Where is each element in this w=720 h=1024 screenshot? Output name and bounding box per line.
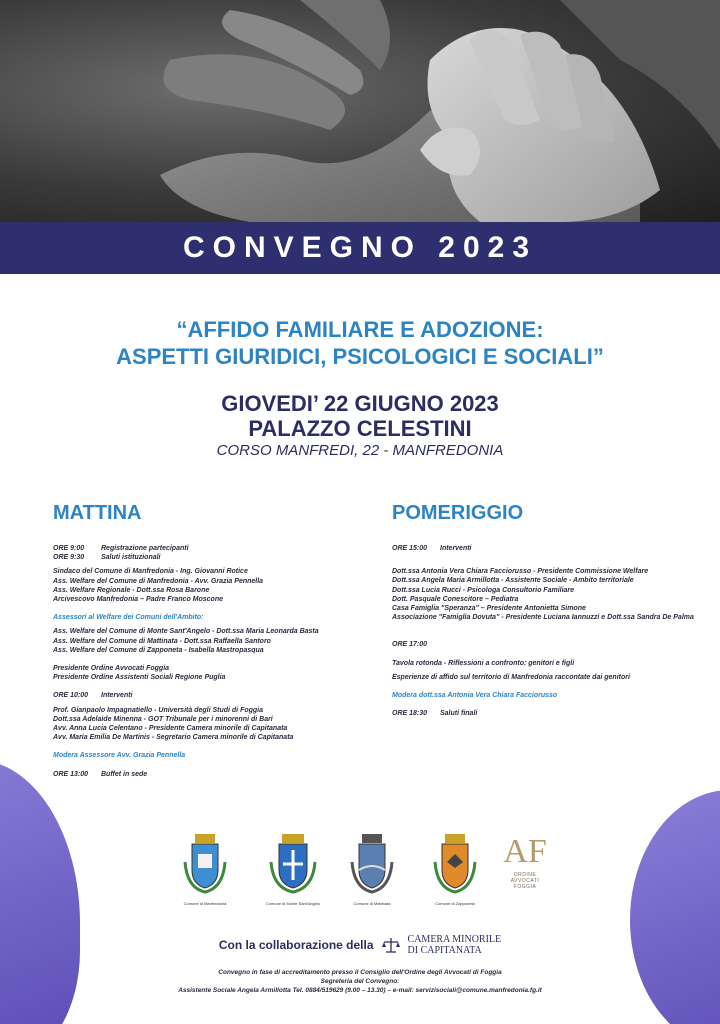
speaker-line: Associazione "Famiglia Dovuta" - Presidente Luciana Iannuzzi e Dott.ssa Sandra De Palma <box>392 614 694 622</box>
footer-secretary-label: Segreteria del Convegno: <box>320 978 400 985</box>
speaker-line: Presidente Ordine Assistenti Sociali Regione Puglia <box>53 674 226 682</box>
speaker-line: Ass. Welfare del Comune di Monte Sant'Angelo - Dott.ssa Maria Leonarda Basta <box>53 628 319 636</box>
collaboration-line <box>0 934 720 956</box>
speaker-line: Ass. Welfare Regionale - Dott.ssa Rosa Barone <box>53 586 210 594</box>
logo-zapponeta <box>425 832 485 906</box>
event-title-line2: ASPETTI GIURIDICI, PSICOLOGICI E SOCIALI” <box>116 344 604 369</box>
subheading-assessori: Assessori al Welfare dei Comuni dell'Ambito: <box>53 614 204 622</box>
speaker-line: Ass. Welfare del Comune di Mattinata - Dott.ssa Raffaella Santoro <box>53 637 271 645</box>
time-label: ORE 15:00 <box>392 545 428 552</box>
speaker-line: Arcivescovo Manfredonia – Padre Franco Moscone <box>53 596 223 604</box>
schedule-text: Registrazione partecipanti <box>101 545 189 552</box>
camera-line2: DI CAPITANATA <box>407 945 482 956</box>
coat-of-arms-icon <box>432 832 478 894</box>
schedule-text: Esperienze di affido sul territorio di Manfredonia raccontate dai genitori <box>392 673 630 681</box>
time-label: ORE 9:30 <box>53 554 85 562</box>
logo-caption: AVVOCATI <box>510 878 540 884</box>
time-label: ORE 17:00 <box>392 641 428 649</box>
collab-text: Con la collaborazione della <box>218 938 374 952</box>
hands-photo <box>0 0 720 222</box>
heading-mattina: MATTINA <box>53 502 142 524</box>
event-title-line1: “AFFIDO FAMILIARE E ADOZIONE: <box>176 317 544 342</box>
speaker-line: Dott.ssa Lucia Rucci - Psicologa Consultorio Familiare <box>392 586 575 594</box>
logo-caption: Comune di Zapponeta <box>435 901 475 906</box>
event-address: CORSO MANFREDI, 22 - MANFREDONIA <box>216 442 504 459</box>
speaker-line: Dott.ssa Angela Maria Armillotta - Assistente Sociale - Ambito territoriale <box>392 577 634 585</box>
speaker-line: Prof. Gianpaolo Impagnatiello - Università degli Studi di Foggia <box>53 706 264 714</box>
camera-minorile-logo <box>408 934 502 956</box>
logo-monte-sant-angelo <box>258 832 328 906</box>
speaker-line: Sindaco del Comune di Manfredonia - Ing. Giovanni Rotice <box>53 568 248 576</box>
coat-of-arms-icon <box>349 832 395 894</box>
speaker-line: Avv. Maria Emilia De Martinis - Segretario Camera minorile di Capitanata <box>53 734 294 742</box>
speaker-line: Ass. Welfare del Comune di Zapponeta - Isabella Mastropasqua <box>53 646 264 654</box>
moderator-line: Modera Assessore Avv. Grazia Pennella <box>53 752 186 760</box>
schedule-text: Tavola rotonda - Riflessioni a confronto: genitori e figli <box>392 659 575 667</box>
logo-caption: Comune di Manfredonia <box>183 901 227 906</box>
scales-icon <box>382 936 400 954</box>
af-mark: AF <box>503 833 547 870</box>
schedule-text: Interventi <box>440 545 472 552</box>
speaker-line: Dott.ssa Antonia Vera Chiara Facciorusso - Presidente Commissione Welfare <box>392 568 649 576</box>
event-date: GIOVEDI’ 22 GIUGNO 2023 <box>221 391 499 416</box>
program-morning <box>53 544 373 779</box>
schedule-text: Interventi <box>101 692 133 700</box>
schedule-text: Saluti finali <box>440 710 478 718</box>
heading-pomeriggio: POMERIGGIO <box>392 502 524 524</box>
speaker-line: Dott.ssa Adelaide Minenna - GOT Tribunale per i minorenni di Bari <box>53 715 273 723</box>
time-label: ORE 13:00 <box>53 770 89 778</box>
camera-line1: CAMERA MINORILE <box>407 934 502 945</box>
partner-logos <box>0 832 720 912</box>
logo-ordine-avvocati <box>500 832 550 890</box>
logo-caption: FOGGIA <box>513 884 537 890</box>
logo-caption: Comune di Monte Sant'Angelo <box>265 901 321 906</box>
speaker-line: Presidente Ordine Avvocati Foggia <box>53 665 170 673</box>
time-label: ORE 9:00 <box>53 545 85 552</box>
logo-caption: Comune di Mattinata <box>353 901 391 906</box>
banner-title: CONVEGNO 2023 <box>182 231 538 264</box>
program-afternoon <box>392 544 692 718</box>
event-venue: PALAZZO CELESTINI <box>248 416 472 441</box>
logo-mattinata <box>342 832 402 906</box>
coat-of-arms-icon <box>268 832 318 894</box>
schedule-text: Saluti istituzionali <box>101 554 161 562</box>
logo-manfredonia <box>175 832 235 906</box>
time-label: ORE 10:00 <box>53 692 89 700</box>
footer-accreditation: Convegno in fase di accreditamento presso il Consiglio dell'Ordine degli Avvocati di Foggia <box>218 969 502 976</box>
logo-caption: ORDINE <box>513 872 537 878</box>
speaker-line: Dott. Pasquale Conescitore – Pediatra <box>392 595 519 603</box>
speaker-line: Ass. Welfare del Comune di Manfredonia - Avv. Grazia Pennella <box>53 577 264 585</box>
title-banner <box>0 222 720 274</box>
speaker-line: Casa Famiglia "Speranza" – Presidente Antonietta Simone <box>392 605 586 613</box>
time-label: ORE 18:30 <box>392 710 428 718</box>
moderator-line: Modera dott.ssa Antonia Vera Chiara Facciorusso <box>392 692 558 700</box>
footer-contact: Assistente Sociale Angela Armillotta Tel. 0884/519629 (9.00 – 13.30) – e-mail: servizisociali@comune.manfredonia.fg.it <box>178 987 542 994</box>
speaker-line: Avv. Anna Lucia Celentano - Presidente Camera minorile di Capitanata <box>53 725 288 733</box>
schedule-text: Buffet in sede <box>101 770 148 778</box>
coat-of-arms-icon <box>183 832 227 894</box>
